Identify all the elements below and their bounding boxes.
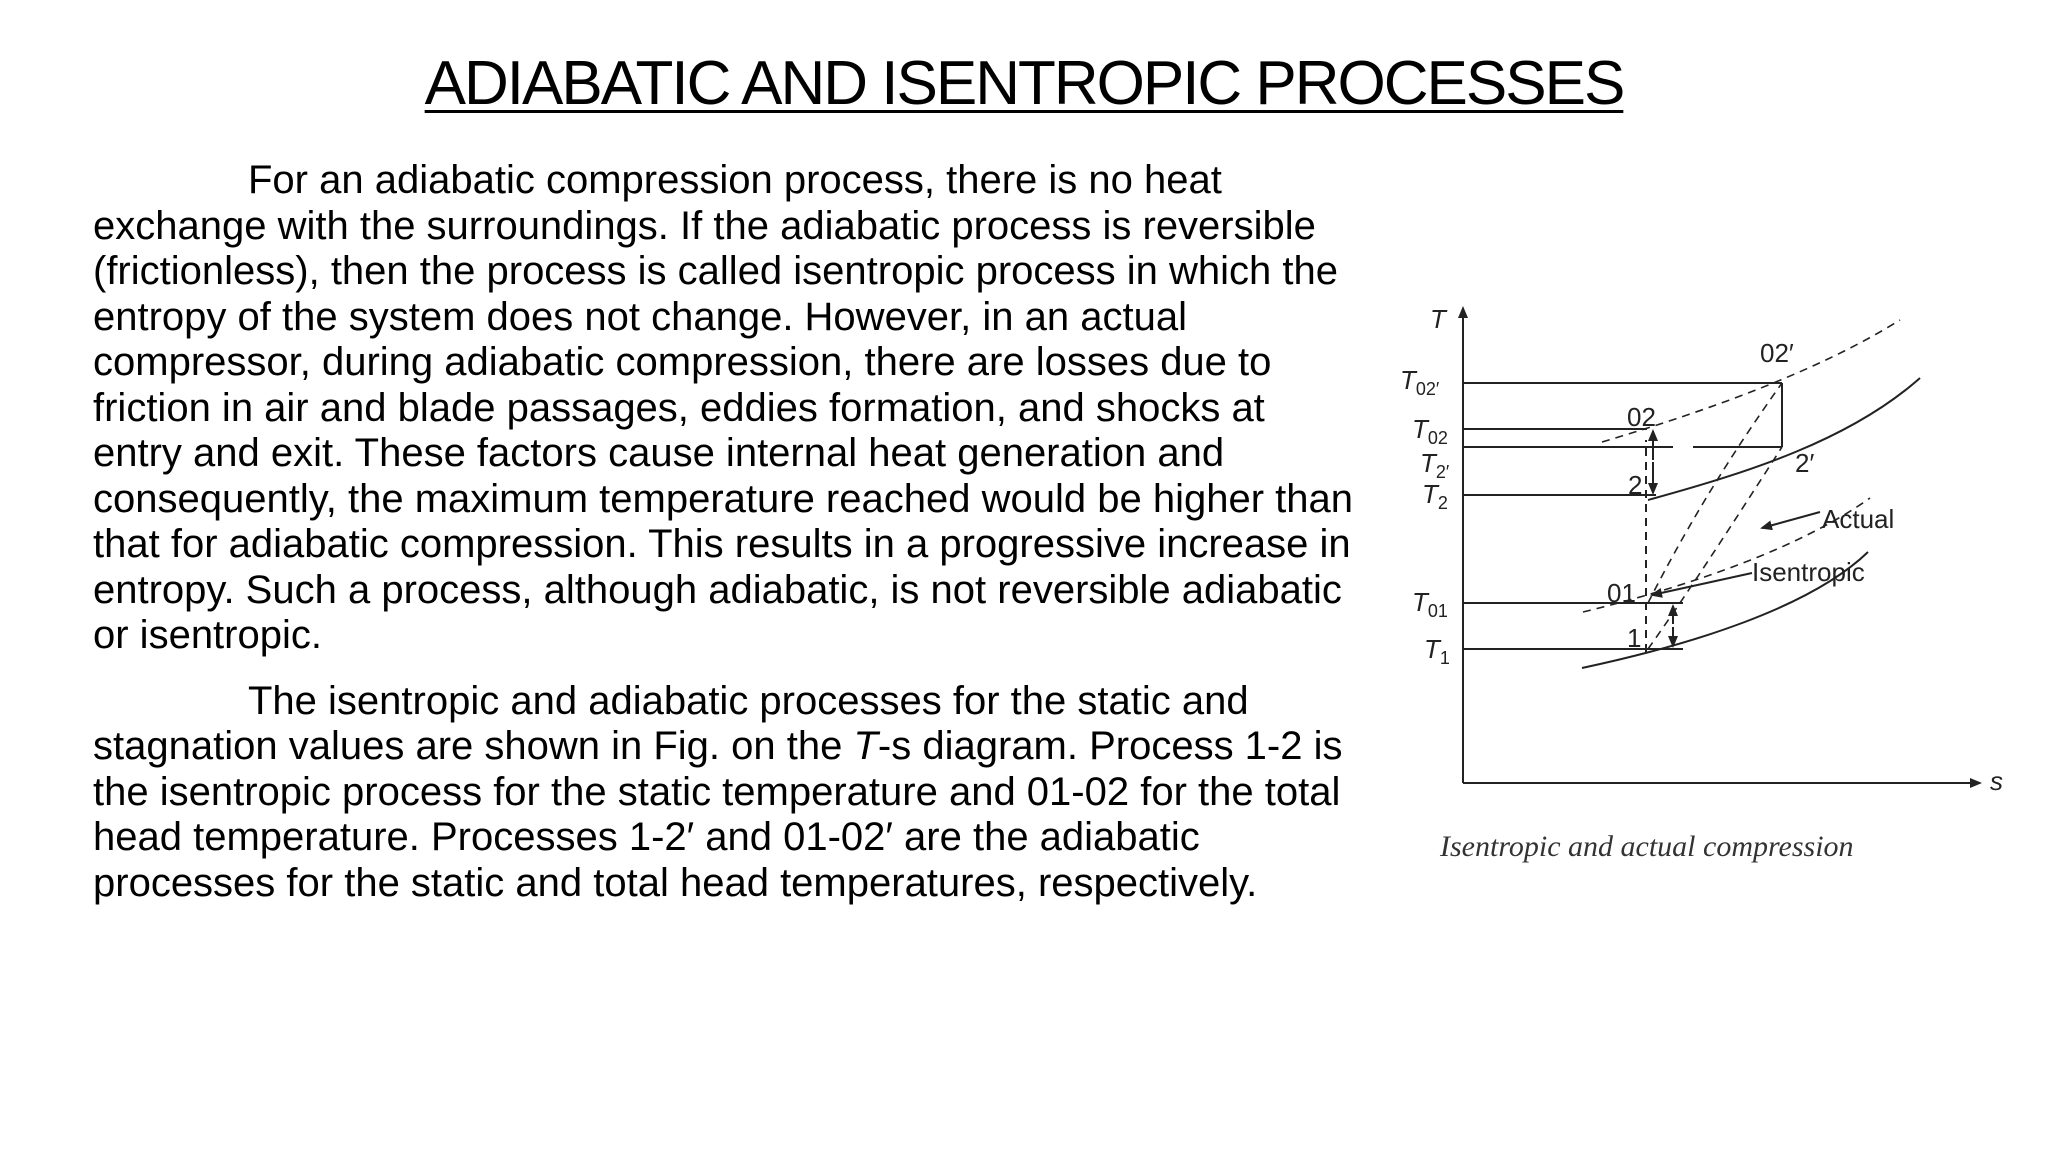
- body-text: [93, 158, 1358, 926]
- t01-sub: 01: [1427, 601, 1448, 622]
- t2-label: [1422, 479, 1448, 518]
- t1-sub: 1: [1439, 648, 1450, 669]
- point-02p-label: 02′: [1760, 338, 1794, 368]
- slide-title: ADIABATIC AND ISENTROPIC PROCESSES: [424, 49, 1624, 118]
- high-static-pressure-curve: [1648, 378, 1920, 500]
- t01-label: [1412, 587, 1448, 626]
- point-1-label: 1: [1627, 623, 1642, 653]
- t1-main: T: [1424, 634, 1440, 664]
- actual-label: Actual: [1822, 504, 1895, 534]
- actual-pointer: [1762, 512, 1820, 528]
- point-2p-label: 2′: [1795, 448, 1815, 478]
- paragraph-isentropic: [93, 679, 1358, 907]
- t02-sub: 02: [1427, 428, 1448, 449]
- isentropic-label: Isentropic: [1752, 557, 1865, 587]
- t2-main: T: [1422, 479, 1438, 509]
- t01-main: T: [1412, 587, 1428, 617]
- figure-caption: Isentropic and actual compression: [1440, 830, 1854, 863]
- ts-diagram: [1390, 290, 2030, 890]
- paragraph-2-end: -s diagram. Process 1-2 is the isentropic process for the static temperature and 01-02 for the total head temperature. Processes 1-2′ and 01-02′ are the adiabatic processes for the static and total head temperatures, respectively.: [93, 724, 1343, 905]
- point-2-label: 2: [1628, 470, 1643, 500]
- isentropic-pointer: [1652, 573, 1752, 595]
- t2-sub: 2: [1437, 493, 1448, 514]
- t-axis-label: T: [1430, 304, 1446, 334]
- t2p-sub: 2′: [1435, 462, 1450, 483]
- ts-diagram-svg: [1390, 290, 2030, 890]
- actual-static-process-curve: [1648, 447, 1782, 649]
- paragraph-adiabatic: For an adiabatic compression process, there is no heat exchange with the surroundings. If the adiabatic process is reversible (frictionless), then the process is called isentropic process in which the entropy of the system does not change. However, in an actual compressor, during adiabatic compression, there are losses due to friction in air and blade passages, eddies formation, and shocks at entry and exit. These factors cause internal heat generation and consequently, the maximum temperature reached would be higher than that for adiabatic compression. This results in a progressive increase in entropy. Such a process, although adiabatic, is not reversible adiabatic or isentropic.: [93, 158, 1353, 657]
- s-axis-label: s: [1990, 766, 2003, 796]
- point-02-label: 02: [1627, 402, 1656, 432]
- point-01-label: 01: [1607, 578, 1636, 608]
- t02p-label: [1400, 365, 1439, 404]
- t2p-main: T: [1420, 448, 1436, 478]
- t02-main: T: [1412, 414, 1428, 444]
- paragraph-2-italic: T: [853, 724, 878, 768]
- t02p-main: T: [1400, 365, 1416, 395]
- t02p-sub: 02′: [1415, 379, 1440, 400]
- t1-label: [1424, 634, 1450, 673]
- paragraph-2-start: The isentropic and adiabatic processes for the static and stagnation values are shown in Fig. on the: [93, 678, 1249, 768]
